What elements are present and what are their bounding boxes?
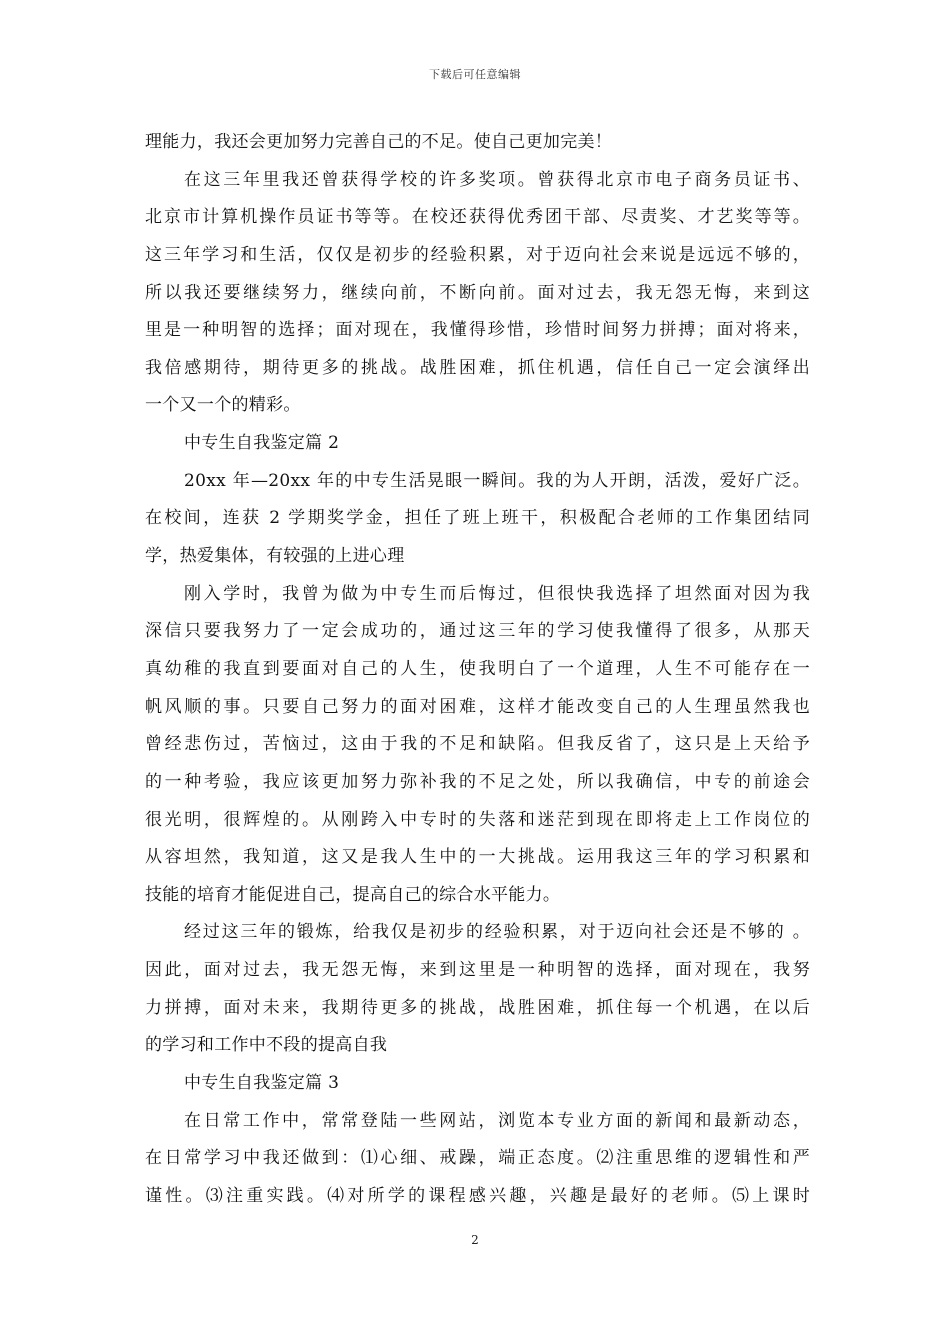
section-heading: 中专生自我鉴定篇 2 — [184, 433, 340, 454]
text-line: 力拼搏，面对未来，我期待更多的挑战，战胜困难，抓住每一个机遇，在以后 — [145, 997, 810, 1018]
text-line: 的一种考验，我应该更加努力弥补我的不足之处，所以我确信，中专的前途会 — [145, 771, 810, 792]
text-line: 帆风顺的事。只要自己努力的面对困难，这样才能改变自己的人生理虽然我也 — [145, 696, 810, 717]
text-line: 技能的培育才能促进自己，提高自己的综合水平能力。 — [145, 884, 561, 905]
text-line: 从容坦然，我知道，这又是我人生中的一大挑战。运用我这三年的学习积累和 — [145, 847, 810, 868]
text-line: 曾经悲伤过，苦恼过，这由于我的不足和缺陷。但我反省了，这只是上天给予 — [145, 734, 810, 755]
text-line: 在这三年里我还曾获得学校的许多奖项。曾获得北京市电子商务员证书、 — [184, 169, 810, 190]
text-line: 学，热爱集体，有较强的上进心理 — [145, 546, 405, 567]
text-line: 深信只要我努力了一定会成功的，通过这三年的学习使我懂得了很多，从那天 — [145, 621, 810, 642]
text-line: 这三年学习和生活，仅仅是初步的经验积累，对于迈向社会来说是远远不够的， — [145, 244, 810, 265]
text-line: 的学习和工作中不段的提高自我 — [145, 1035, 388, 1056]
text-line: 在日常工作中，常常登陆一些网站，浏览本专业方面的新闻和最新动态， — [184, 1110, 810, 1131]
text-line: 刚入学时，我曾为做为中专生而后悔过，但很快我选择了坦然面对因为我 — [184, 583, 810, 604]
text-line: 20xx 年—20xx 年的中专生活晃眼一瞬间。我的为人开朗，活泼，爱好广泛。 — [184, 470, 810, 491]
text-line: 因此，面对过去，我无怨无悔，来到这里是一种明智的选择，面对现在，我努 — [145, 960, 810, 981]
page-number: 2 — [471, 1233, 479, 1247]
text-line: 在校间，连获 2 学期奖学金，担任了班上班干，积极配合老师的工作集团结同 — [145, 508, 810, 529]
text-line: 经过这三年的锻炼，给我仅是初步的经验积累，对于迈向社会还是不够的 。 — [184, 922, 810, 943]
text-line: 谨性。⑶注重实践。⑷对所学的课程感兴趣，兴趣是最好的老师。⑸上课时 — [145, 1185, 810, 1206]
text-line: 真幼稚的我直到要面对自己的人生，使我明白了一个道理，人生不可能存在一 — [145, 658, 810, 679]
text-line: 很光明，很辉煌的。从刚跨入中专时的失落和迷茫到现在即将走上工作岗位的 — [145, 809, 810, 830]
text-line: 北京市计算机操作员证书等等。在校还获得优秀团干部、尽责奖、才艺奖等等。 — [145, 207, 810, 228]
text-line: 一个又一个的精彩。 — [145, 395, 301, 416]
text-line: 理能力，我还会更加努力完善自己的不足。使自己更加完美！ — [145, 132, 613, 152]
section-heading: 中专生自我鉴定篇 3 — [184, 1073, 340, 1094]
text-line: 我倍感期待，期待更多的挑战。战胜困难，抓住机遇，信任自己一定会演绎出 — [145, 357, 810, 378]
text-line: 在日常学习中我还做到：⑴心细、戒躁，端正态度。⑵注重思维的逻辑性和严 — [145, 1148, 810, 1169]
text-line: 所以我还要继续努力，继续向前，不断向前。面对过去，我无怨无悔，来到这 — [145, 282, 810, 303]
document-body — [145, 124, 810, 1216]
page-header-note: 下载后可任意编辑 — [429, 68, 521, 81]
text-line: 里是一种明智的选择；面对现在，我懂得珍惜，珍惜时间努力拼搏；面对将来， — [145, 320, 810, 341]
